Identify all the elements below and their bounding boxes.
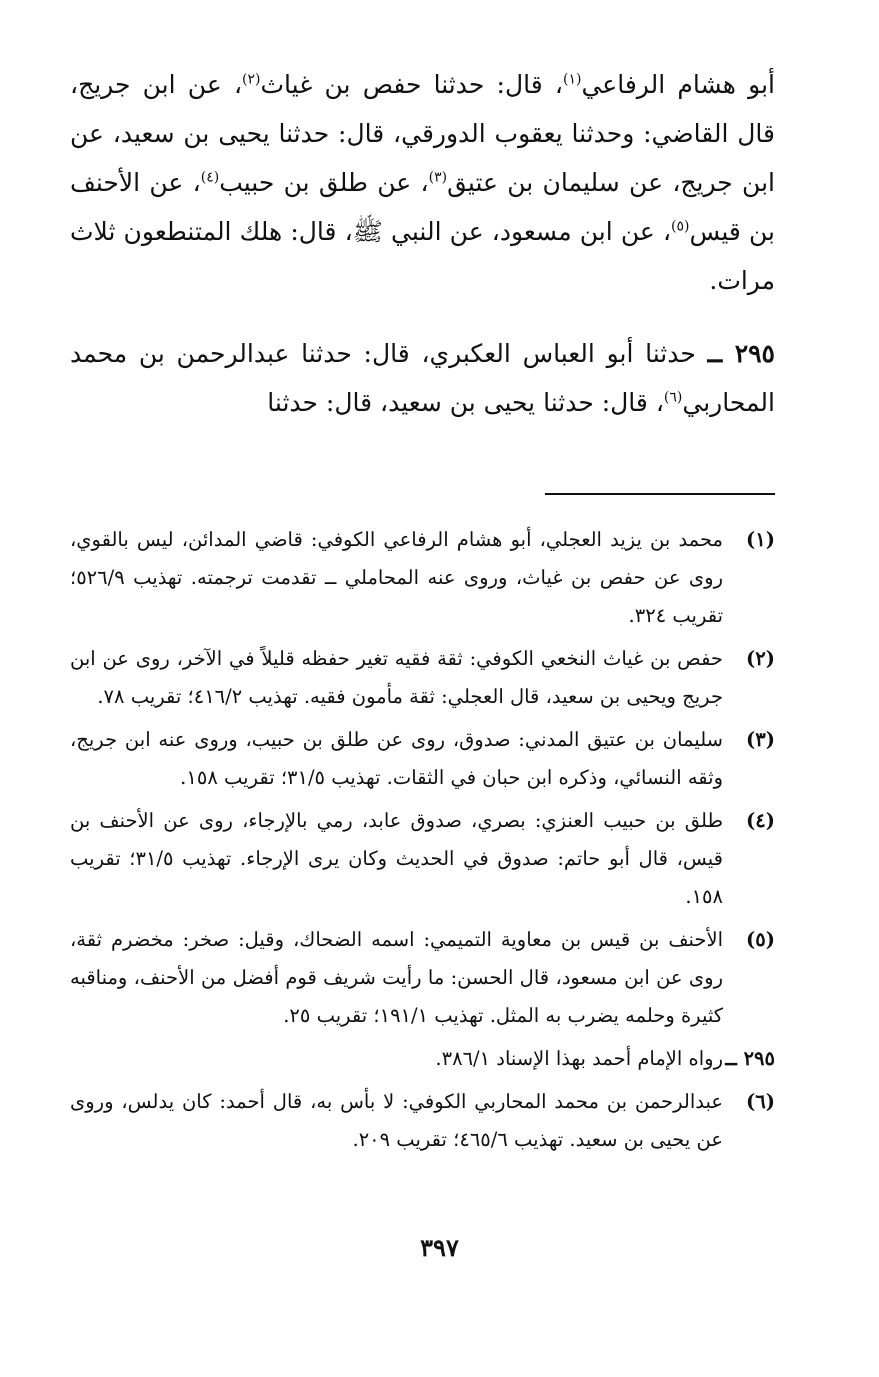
footnote-separator [545, 493, 775, 495]
paragraph-continuation [70, 60, 775, 305]
hadith-number: ٢٩٥ ــ [707, 339, 775, 368]
text-segment: ، قال: حدثنا حفص بن غياث [260, 70, 563, 99]
footnote-number: (٦) [746, 1090, 775, 1113]
footnote-text: حفص بن غياث النخعي الكوفي: ثقة فقيه تغير حفظه قليلاً في الآخر، روى عن ابن جريج ويحيى بن سعيد، قال العجلي: ثقة مأمون فقيه. تهذيب ٤١٦/٢؛ تقريب ٧٨. [70, 647, 723, 708]
footnote-hadith-295 [70, 1040, 775, 1078]
footnote-text: سليمان بن عتيق المدني: صدوق، روى عن طلق بن حبيب، وروى عنه ابن جريج، وثقه النسائي، وذكره ابن حبان في الثقات. تهذيب ٣١/٥؛ تقريب ١٥٨. [70, 728, 723, 789]
footnote-number: (٤) [746, 809, 775, 832]
book-page [70, 60, 775, 1164]
footnote-1 [70, 521, 775, 635]
footnotes [70, 521, 775, 1159]
footnote-number: (٣) [746, 728, 775, 751]
footnote-text: طلق بن حبيب العنزي: بصري، صدوق عابد، رمي بالإرجاء، روى عن الأحنف بن قيس، قال أبو حاتم: صدوق في الحديث وكان يرى الإرجاء. تهذيب ٣١/٥؛ تقريب ١٥٨. [70, 809, 723, 908]
footnote-number: (٥) [746, 928, 775, 951]
footnote-6 [70, 1083, 775, 1159]
footnote-number: ٢٩٥ ــ [725, 1047, 775, 1070]
footnote-number: (٢) [746, 647, 775, 670]
paragraph-hadith-295 [70, 329, 775, 427]
page-number: ٣٩٧ [420, 1233, 459, 1262]
text-segment: ، عن ابن جريج، قال القاضي: وحدثنا يعقوب الدورقي، قال: حدثنا يحيى بن سعيد، عن ابن جريج، عن سليمان بن عتيق [70, 70, 775, 197]
footnote-text: محمد بن يزيد العجلي، أبو هشام الرفاعي الكوفي: قاضي المدائن، ليس بالقوي، روى عن حفص بن غياث، وروى عنه المحاملي ــ تقدمت ترجمته. تهذيب ٥٢٦/٩؛ تقريب ٣٢٤. [70, 528, 723, 627]
footnote-ref-6[interactable]: (٦) [663, 389, 683, 406]
footnote-5 [70, 921, 775, 1035]
footnote-ref-3[interactable]: (٣) [428, 169, 448, 186]
footnote-2 [70, 640, 775, 716]
text-segment: ، قال: حدثنا يحيى بن سعيد، قال: حدثنا [267, 388, 664, 417]
footnote-ref-2[interactable]: (٢) [242, 71, 261, 88]
footnote-ref-4[interactable]: (٤) [200, 169, 220, 186]
footnote-text: رواه الإمام أحمد بهذا الإسناد ٣٨٦/١. [435, 1047, 723, 1070]
main-text [70, 60, 775, 427]
footnote-text: الأحنف بن قيس بن معاوية التميمي: اسمه الضحاك، وقيل: صخر: مخضرم ثقة، روى عن ابن مسعود، قال الحسن: ما رأيت شريف قوم أفضل من الأحنف، ومناقبه كثيرة وحلمه يضرب به المثل. تهذيب ١٩١/١؛ تقريب ٢٥. [70, 928, 723, 1027]
text-segment: ، عن ابن مسعود، عن النبي ﷺ، قال: هلك المتنطعون ثلاث مرات. [70, 217, 775, 295]
footnote-ref-5[interactable]: (٥) [671, 218, 690, 235]
footnote-4 [70, 802, 775, 916]
text-segment: أبو هشام الرفاعي [581, 70, 775, 99]
text-segment: ، عن الأحنف بن قيس [70, 168, 775, 246]
footnote-text: عبدالرحمن بن محمد المحاربي الكوفي: لا بأس به، قال أحمد: كان يدلس، وروى عن يحيى بن سعيد. تهذيب ٤٦٥/٦؛ تقريب ٢٠٩. [70, 1090, 723, 1151]
text-segment: ، عن طلق بن حبيب [219, 168, 429, 197]
footnote-ref-1[interactable]: (١) [563, 71, 582, 88]
footnote-3 [70, 721, 775, 797]
text-segment: حدثنا أبو العباس العكبري، قال: حدثنا عبدالرحمن بن محمد المحاربي [70, 339, 775, 417]
footnote-number: (١) [746, 528, 775, 551]
